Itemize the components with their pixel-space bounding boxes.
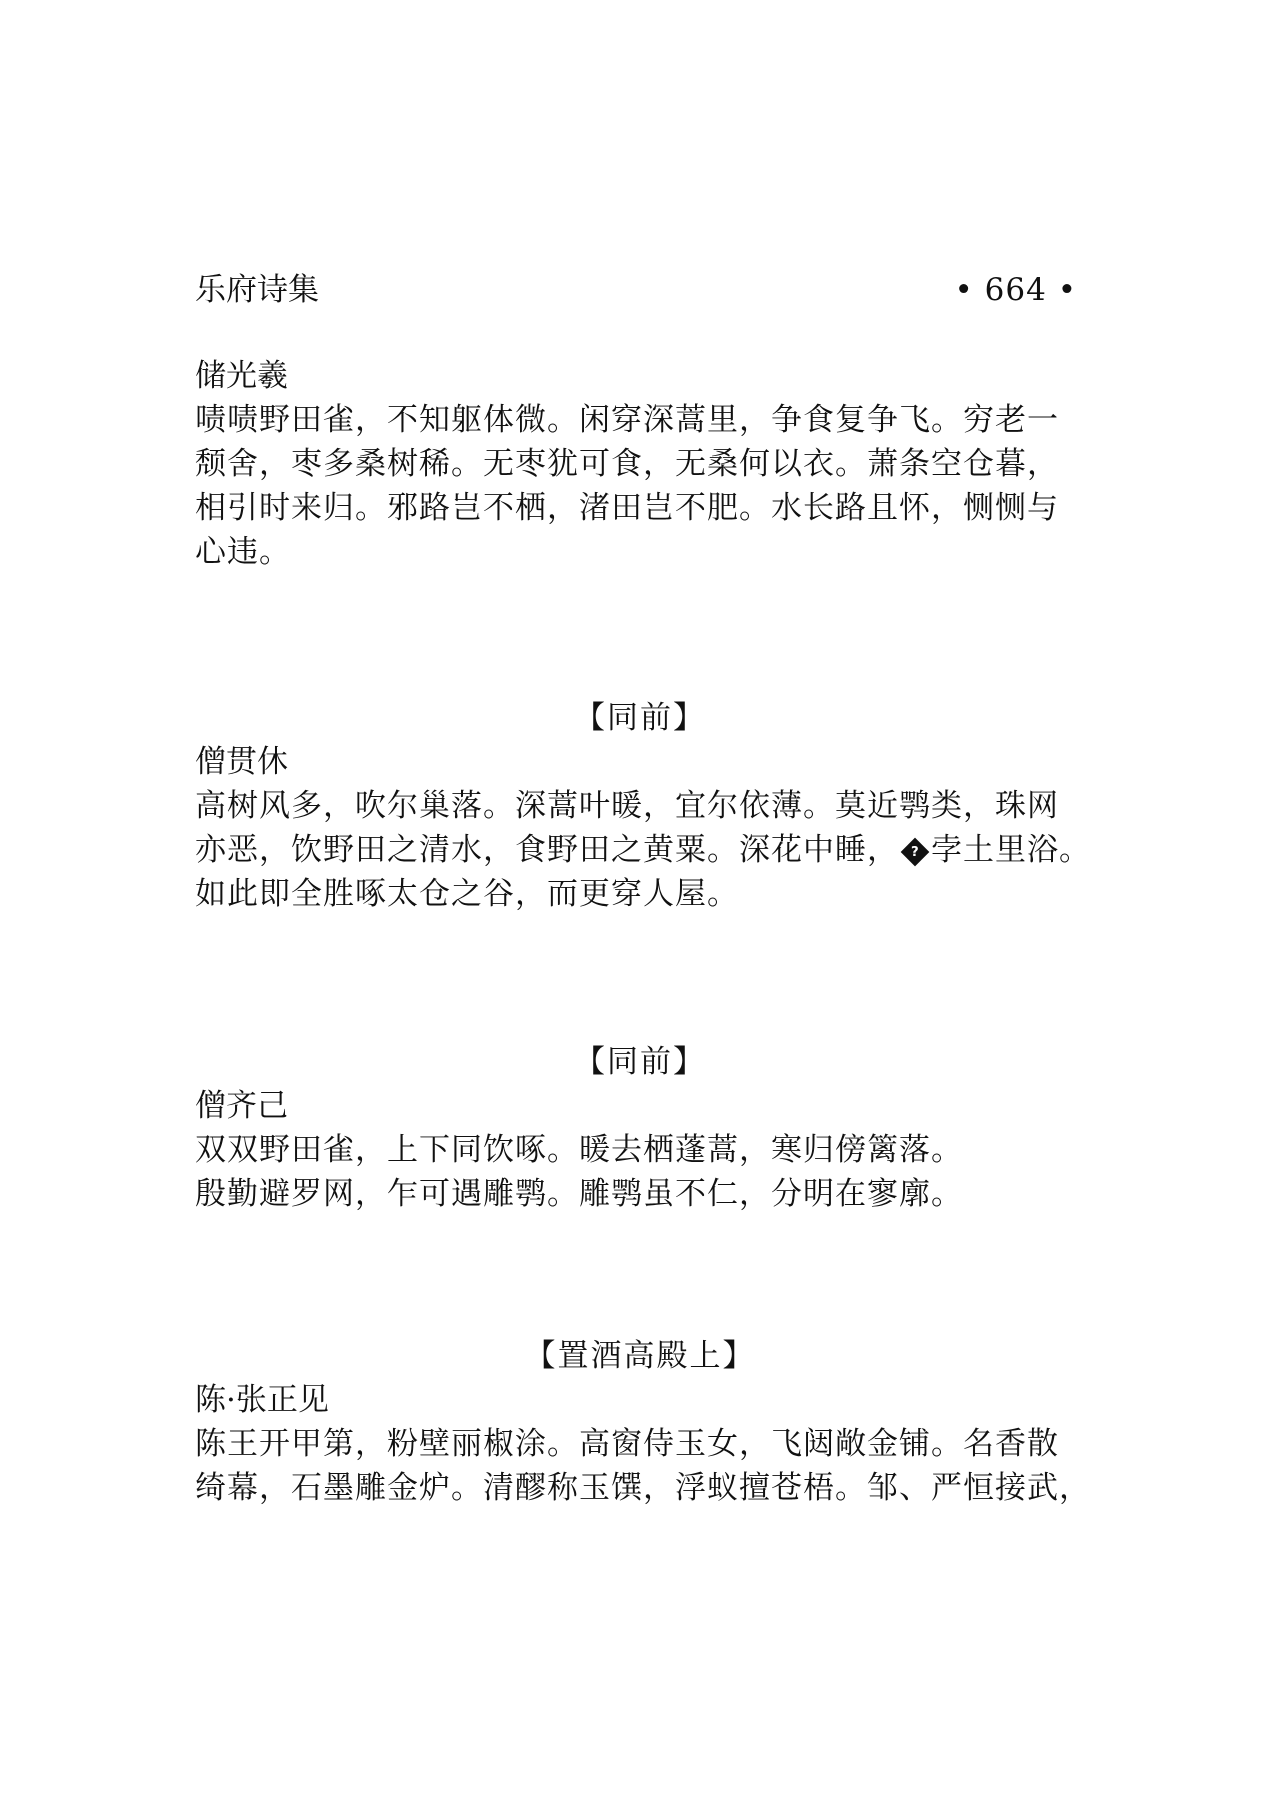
missing-glyph-icon xyxy=(901,837,930,866)
page-number: • 664 • xyxy=(954,272,1077,308)
poem-line: 殷勤避罗网，乍可遇雕鹗。雕鹗虽不仁，分明在寥廓。 xyxy=(195,1176,963,1212)
poem-title: 【置酒高殿上】 xyxy=(524,1338,756,1374)
poem-title: 【同前】 xyxy=(574,700,706,736)
poem-title: 【同前】 xyxy=(574,1044,706,1080)
poem-author: 陈·张正见 xyxy=(195,1382,329,1418)
poem-line: 陈王开甲第，粉壁丽椒涂。高窗侍玉女，飞闼敞金铺。名香散 xyxy=(195,1426,1059,1462)
poem-line: 绮幕，石墨雕金炉。清醪称玉馔，浮蚁擅苍梧。邹、严恒接武， xyxy=(195,1470,1091,1506)
poem-line: 如此即全胜啄太仓之谷，而更穿人屋。 xyxy=(195,876,739,912)
missing-glyph-mark: ? xyxy=(910,843,920,860)
poem-author: 僧齐己 xyxy=(195,1088,288,1124)
poem-line: 颓舍，枣多桑树稀。无枣犹可食，无桑何以衣。萧条空仓暮， xyxy=(195,446,1059,482)
poem-line xyxy=(195,828,1091,872)
poem-line: 高树风多，吹尔巢落。深蒿叶暖，宜尔依薄。莫近鹗类，珠网 xyxy=(195,788,1059,824)
book-title: 乐府诗集 xyxy=(195,272,319,308)
poem-author: 储光羲 xyxy=(195,358,288,394)
poem-line-part: 孛土里浴。 xyxy=(931,832,1091,868)
poem-section-zhang-zhengjian xyxy=(195,1334,1091,1510)
poem-line-part: 亦恶，饮野田之清水，食野田之黄粟。深花中睡， xyxy=(195,832,899,868)
poem-section-chu-guangxi xyxy=(195,354,1085,574)
poem-line: 啧啧野田雀，不知躯体微。闲穿深蒿里，争食复争飞。穷老一 xyxy=(195,402,1059,438)
poem-line: 相引时来归。邪路岂不栖，渚田岂不肥。水长路且怀，恻恻与 xyxy=(195,490,1059,526)
poem-line: 双双野田雀，上下同饮啄。暖去栖蓬蒿，寒归傍篱落。 xyxy=(195,1132,963,1168)
poem-author: 僧贯休 xyxy=(195,744,288,780)
poem-section-guanxiu xyxy=(195,696,1091,916)
poem-line: 心违。 xyxy=(195,534,291,570)
page-header xyxy=(195,268,1077,312)
poem-section-qiji xyxy=(195,1040,1085,1216)
